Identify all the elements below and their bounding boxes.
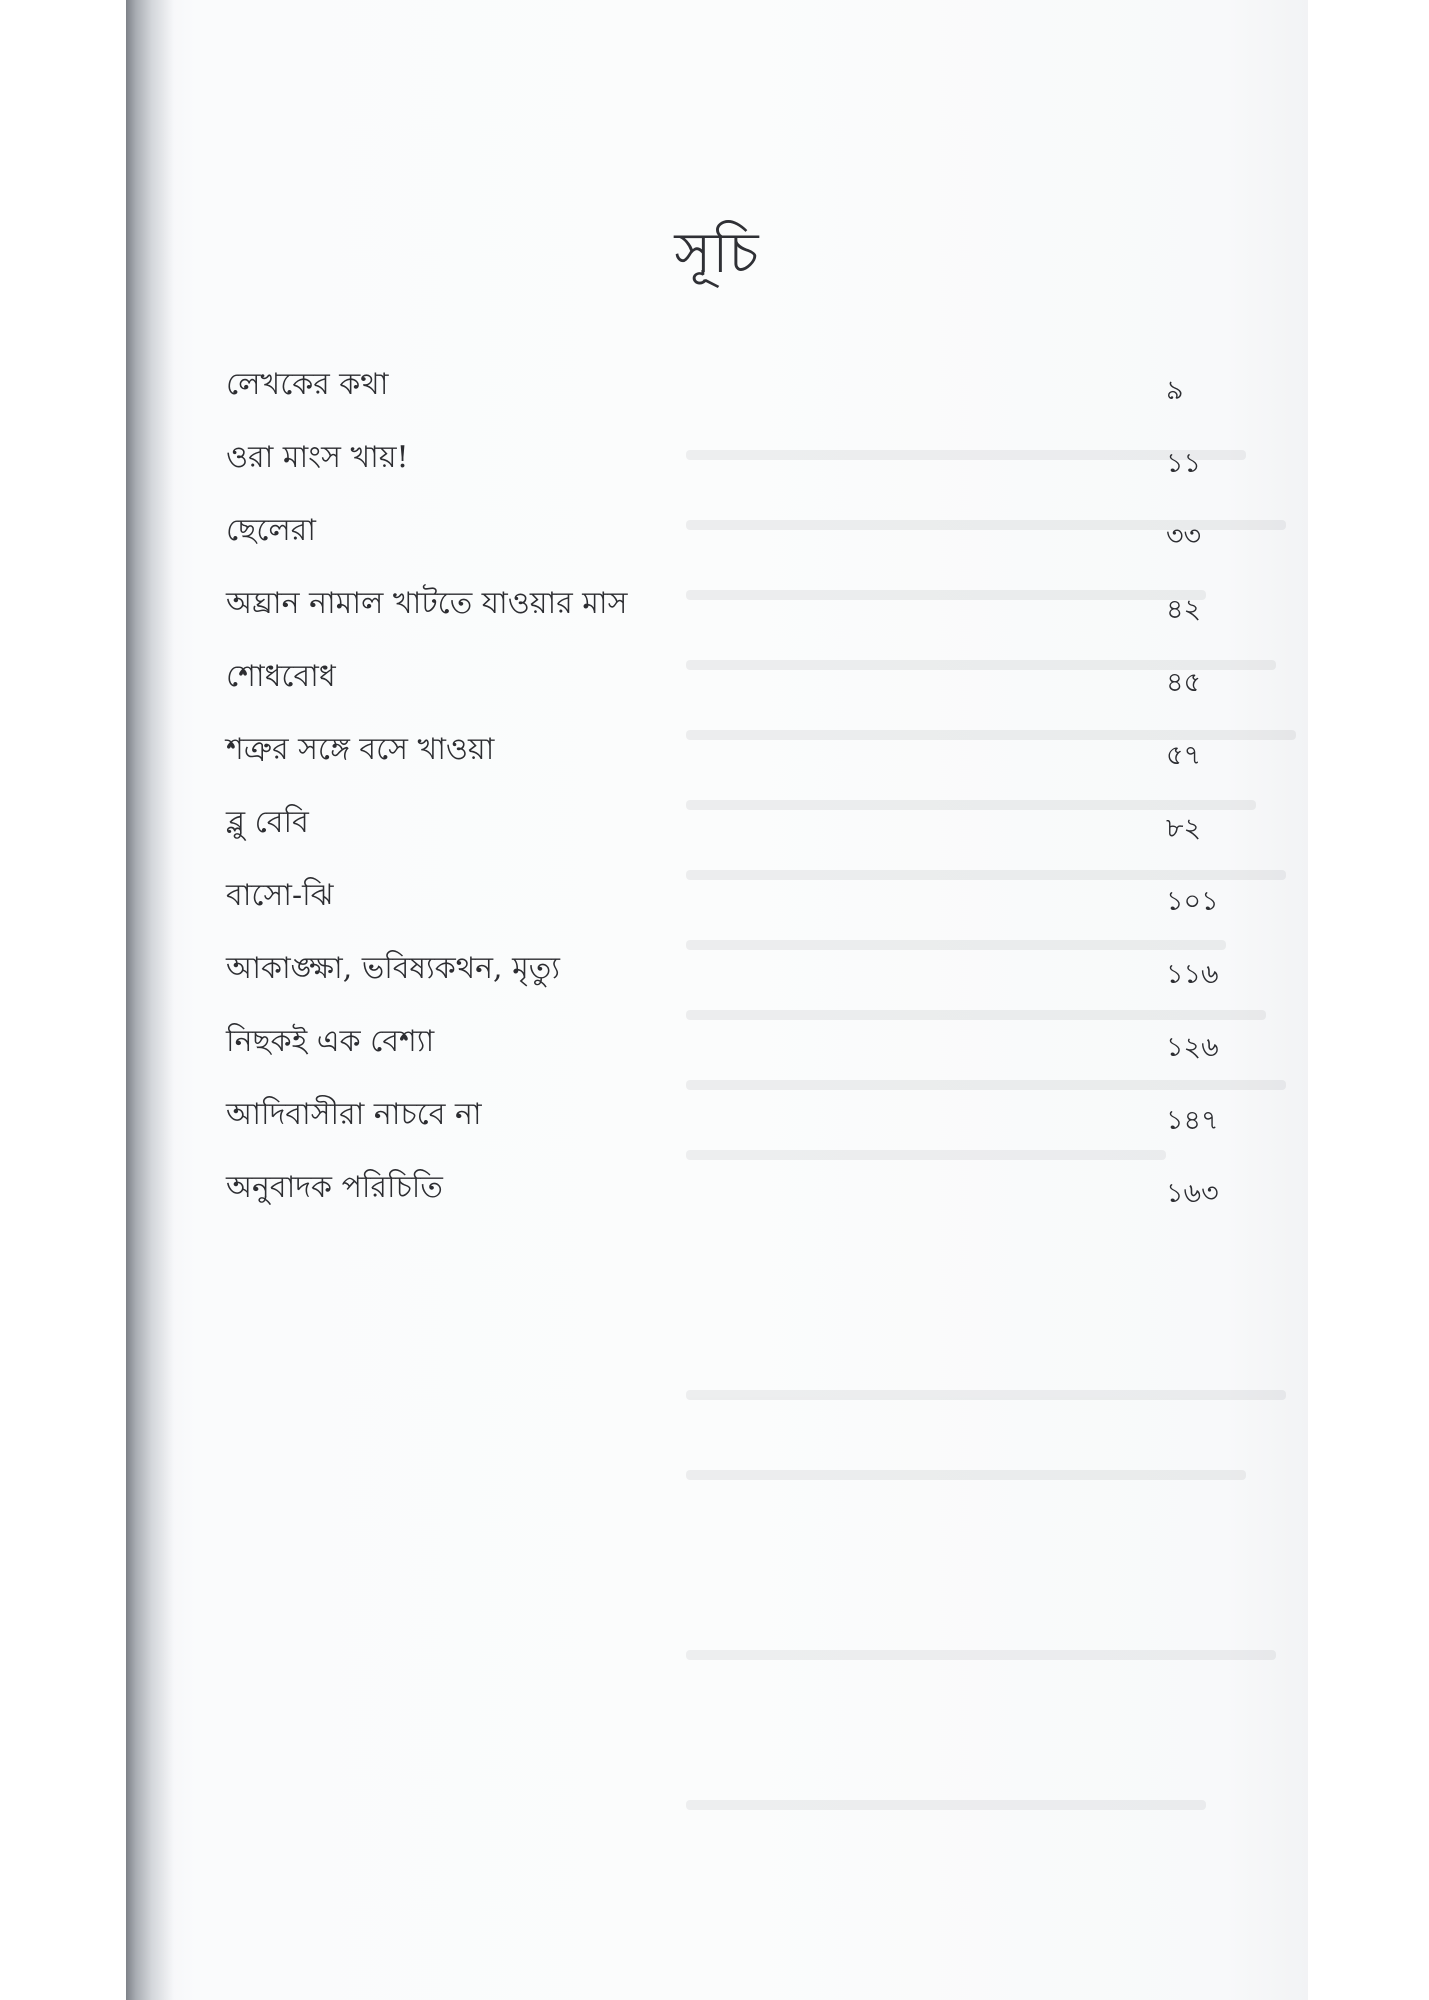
toc-entry-title: ওরা মাংস খায়! <box>226 440 409 475</box>
toc-entry-title: ব্লু বেবি <box>226 805 309 840</box>
toc-entry-page: ৯ <box>1166 375 1184 406</box>
toc-row <box>226 1090 1266 1146</box>
toc-entry-page: ৫৭ <box>1166 740 1202 771</box>
toc-row <box>226 579 1266 635</box>
page-title: সূচি <box>674 221 760 286</box>
toc-entry-page: ১০১ <box>1166 886 1219 917</box>
toc-row <box>226 725 1266 781</box>
scan-background <box>1308 0 1429 2000</box>
toc-row <box>226 360 1266 416</box>
toc-entry-page: ৪৫ <box>1166 667 1202 698</box>
toc-entry-title: শোধবোধ <box>226 659 336 694</box>
toc-row <box>226 1017 1266 1073</box>
toc-entry-title: নিছকই এক বেশ্যা <box>226 1024 435 1059</box>
toc-entry-page: ১২৬ <box>1166 1032 1219 1063</box>
toc-row <box>226 1163 1266 1219</box>
book-page <box>126 0 1308 2000</box>
toc-row <box>226 433 1266 489</box>
toc-row <box>226 652 1266 708</box>
toc-entry-page: ১১ <box>1166 448 1202 479</box>
toc-entry-page: ৩৩ <box>1166 521 1202 552</box>
toc-entry-title: শত্রুর সঙ্গে বসে খাওয়া <box>226 732 495 767</box>
toc-entry-title: আকাঙ্ক্ষা, ভবিষ্যকথন, মৃত্যু <box>226 951 560 986</box>
toc-entry-title: অঘ্রান নামাল খাটতে যাওয়ার মাস <box>226 586 628 621</box>
toc-entry-page: ১১৬ <box>1166 959 1219 990</box>
toc-entry-title: আদিবাসীরা নাচবে না <box>226 1097 482 1132</box>
toc-entry-page: ১৬৩ <box>1166 1178 1219 1209</box>
toc-entry-title: ছেলেরা <box>226 513 316 548</box>
toc-entry-title: লেখকের কথা <box>226 367 389 402</box>
toc-entry-page: ৪২ <box>1166 594 1202 625</box>
toc-entry-page: ৮২ <box>1166 813 1202 844</box>
toc-entry-title: বাসো-ঝি <box>226 878 334 913</box>
toc-row <box>226 944 1266 1000</box>
toc-row <box>226 871 1266 927</box>
toc-row <box>226 798 1266 854</box>
toc-entry-page: ১৪৭ <box>1166 1105 1219 1136</box>
toc-entry-title: অনুবাদক পরিচিতি <box>226 1170 443 1205</box>
toc-row <box>226 506 1266 562</box>
